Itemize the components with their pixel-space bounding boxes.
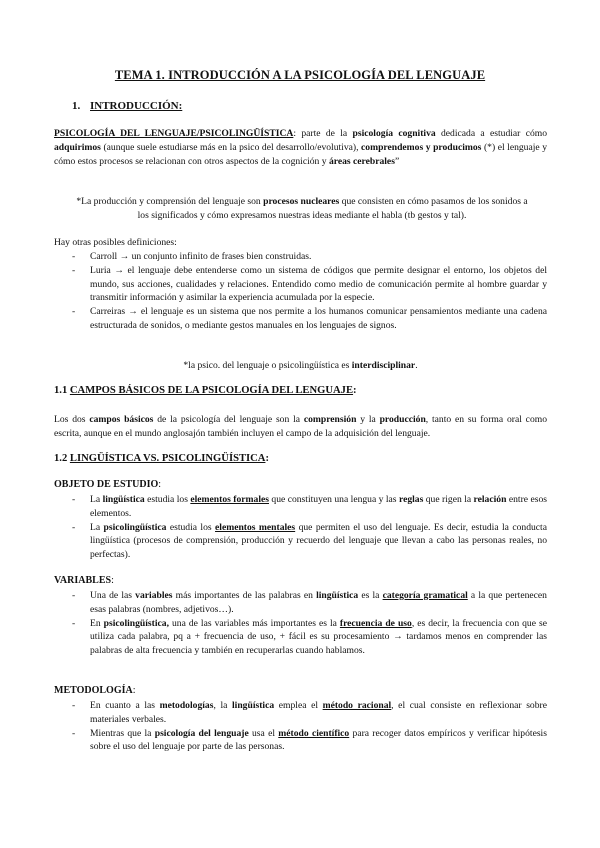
- intro-paragraph: PSICOLOGÍA DEL LENGUAJE/PSICOLINGÜÍSTICA: parte de la psicología cognitiva dedicada a estudiar cómo adquirimos (aunque suele estudiarse más en la psico del desarrollo/evolutiva), comprendemos y producimos (*) el lenguaje y cómo estos procesos se relacionan con otros aspectos de la cognición y áreas cerebrales”: [54, 128, 548, 167]
- list-item: - Mientras que la psicología del lenguaje usa el método científico para recoger datos empíricos y verificar hipótesis sobre el uso del lenguaje por parte de las personas.: [54, 727, 547, 755]
- definitions-intro: Hay otras posibles definiciones:: [54, 237, 177, 248]
- list-item: - En cuanto a las metodologías, la lingüística emplea el método racional, el cual consiste en reflexionar sobre materiales verbales.: [54, 699, 547, 727]
- list-item: - Luria → el lenguaje debe entenderse como un sistema de códigos que permite designar el entorno, los objetos del mundo, sus acciones, cualidades y relaciones. Entendido como medio de comunicación permite al hombre guardar y transmitir información y asimilar la experiencia acumulada por la especie.: [54, 264, 547, 305]
- note-interdisciplinar: *la psico. del lenguaje o psicolingüística es interdisciplinar.: [183, 360, 418, 371]
- campos-paragraph: Los dos campos básicos de la psicología del lenguaje son la comprensión y la producción, tanto en su forma oral como escrita, aunque en el mundo anglosajón también incluyen el campo de la adquisición del lenguaje.: [54, 414, 547, 439]
- subheading-objeto: OBJETO DE ESTUDIO:: [54, 479, 162, 490]
- subheading-variables: VARIABLES:: [54, 575, 114, 586]
- list-item: - Una de las variables más importantes de las palabras en lingüística es la categoría gramatical a la que pertenecen esas palabras (nombres, adjetivos…).: [54, 589, 547, 617]
- section-heading-campos: 1.1 CAMPOS BÁSICOS DE LA PSICOLOGÍA DEL LENGUAJE:: [54, 385, 357, 396]
- list-item: - Carreiras → el lenguaje es un sistema que nos permite a los humanos comunicar pensamientos mediante una cadena estructurada de sonidos, o mediante gestos manuales en los lenguajes de signos.: [54, 305, 547, 333]
- section-heading-introduccion: 1. INTRODUCCIÓN:: [72, 100, 183, 112]
- metodologia-list: [54, 699, 547, 754]
- subheading-metodologia: METODOLOGÍA:: [54, 685, 136, 696]
- note-nuclear-processes: *La producción y comprensión del lenguaje son procesos nucleares que consisten en cómo pasamos de los sonidos a los significados y cómo expresamos nuestras ideas mediante el habla (tb gestos y tal).: [76, 196, 528, 221]
- variables-list: [54, 589, 547, 658]
- objeto-list: [54, 493, 547, 562]
- list-item: - En psicolingüística, una de las variables más importantes es la frecuencia de uso, es decir, la frecuencia con que se utiliza cada palabra, pq a + frecuencia de uso, + fácil es su procesamiento → tardamos menos en comprender las palabras de alta frecuencia y también en recuperarlas cuando hablamos.: [54, 617, 547, 658]
- list-item: - Carroll → un conjunto infinito de frases bien construidas.: [54, 250, 547, 264]
- definitions-list: [54, 250, 547, 333]
- list-item: - La psicolingüística estudia los elementos mentales que permiten el uso del lenguaje. Es decir, estudia la conducta lingüística (procesos de comprensión, producción y recuerdo del lenguaje que llevan a cabo las personas reales, no perfectas).: [54, 521, 547, 562]
- section-heading-linguistica: 1.2 LINGÜÍSTICA VS. PSICOLINGÜÍSTICA:: [54, 453, 269, 464]
- page-title: TEMA 1. INTRODUCCIÓN A LA PSICOLOGÍA DEL LENGUAJE: [114, 68, 486, 82]
- list-item: - La lingüística estudia los elementos formales que constituyen una lengua y las reglas que rigen la relación entre esos elementos.: [54, 493, 547, 521]
